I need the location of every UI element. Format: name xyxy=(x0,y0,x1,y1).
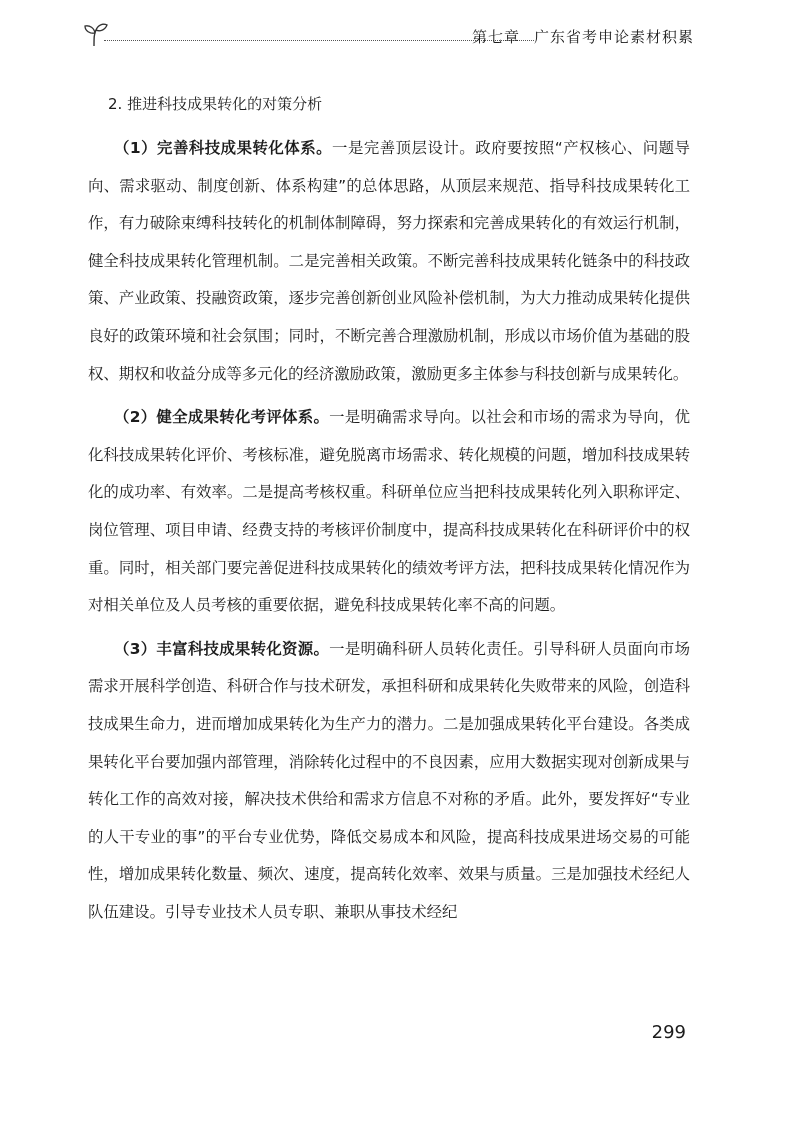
paragraph-text: 一是完善顶层设计。政府要按照“产权核心、问题导向、需求驱动、制度创新、体系构建”的总体思路，从顶层来规范、指导科技成果转化工作，有力破除束缚科技转化的机制体制障碍，努力探索和完善成果转化的有效运行机制，健全科技成果转化管理机制。二是完善相关政策。不断完善科技成果转化链条中的科技政策、产业政策、投融资政策，逐步完善创新创业风险补偿机制，为大力推动成果转化提供良好的政策环境和社会氛围；同时，不断完善合理激励机制，形成以市场价值为基础的股权、期权和收益分成等多元化的经济激励政策，激励更多主体参与科技创新与成果转化。 xyxy=(88,139,690,383)
paragraph-lead: （1）完善科技成果转化体系。 xyxy=(114,139,333,157)
running-header xyxy=(82,22,694,52)
paragraph-2 xyxy=(88,399,690,625)
paragraph-text: 一是明确需求导向。以社会和市场的需求为导向，优化科技成果转化评价、考核标准，避免脱离市场需求、转化规模的问题，增加科技成果转化的成功率、有效率。二是提高考核权重。科研单位应当把科技成果转化列入职称评定、岗位管理、项目申请、经费支持的考核评价制度中，提高科技成果转化在科研评价中的权重。同时，相关部门要完善促进科技成果转化的绩效考评方法，把科技成果转化情况作为对相关单位及人员考核的重要依据，避免科技成果转化率不高的问题。 xyxy=(88,408,690,615)
paragraph-lead: （3）丰富科技成果转化资源。 xyxy=(114,639,330,658)
paragraph-3 xyxy=(88,631,690,932)
page-body xyxy=(88,90,690,937)
paragraph-lead: （2）健全成果转化考评体系。 xyxy=(114,408,330,427)
paragraph-text: 一是明确科研人员转化责任。引导科研人员面向市场需求开展科学创造、科研合作与技术研发，承担科研和成果转化失败带来的风险，创造科技成果生命力，进而增加成果转化为生产力的潜力。二是加强成果转化平台建设。各类成果转化平台要加强内部管理，消除转化过程中的不良因素，应用大数据实现对创新成果与转化工作的高效对接，解决技术供给和需求方信息不对称的矛盾。此外，要发挥好“专业的人干专业的事”的平台专业优势，降低交易成本和风险，提高科技成果进场交易的可能性，增加成果转化数量、频次、速度，提高转化效率、效果与质量。三是加强技术经纪人队伍建设。引导专业技术人员专职、兼职从事技术经纪 xyxy=(88,639,690,921)
chapter-label: 第七章 xyxy=(471,28,520,46)
sprout-icon xyxy=(82,22,110,48)
header-title xyxy=(458,26,694,47)
paragraph-1 xyxy=(88,130,690,393)
page-number: 299 xyxy=(651,1022,686,1043)
section-heading: 2. 推进科技成果转化的对策分析 xyxy=(108,95,323,113)
chapter-title: 广东省考申论素材积累 xyxy=(533,28,694,46)
